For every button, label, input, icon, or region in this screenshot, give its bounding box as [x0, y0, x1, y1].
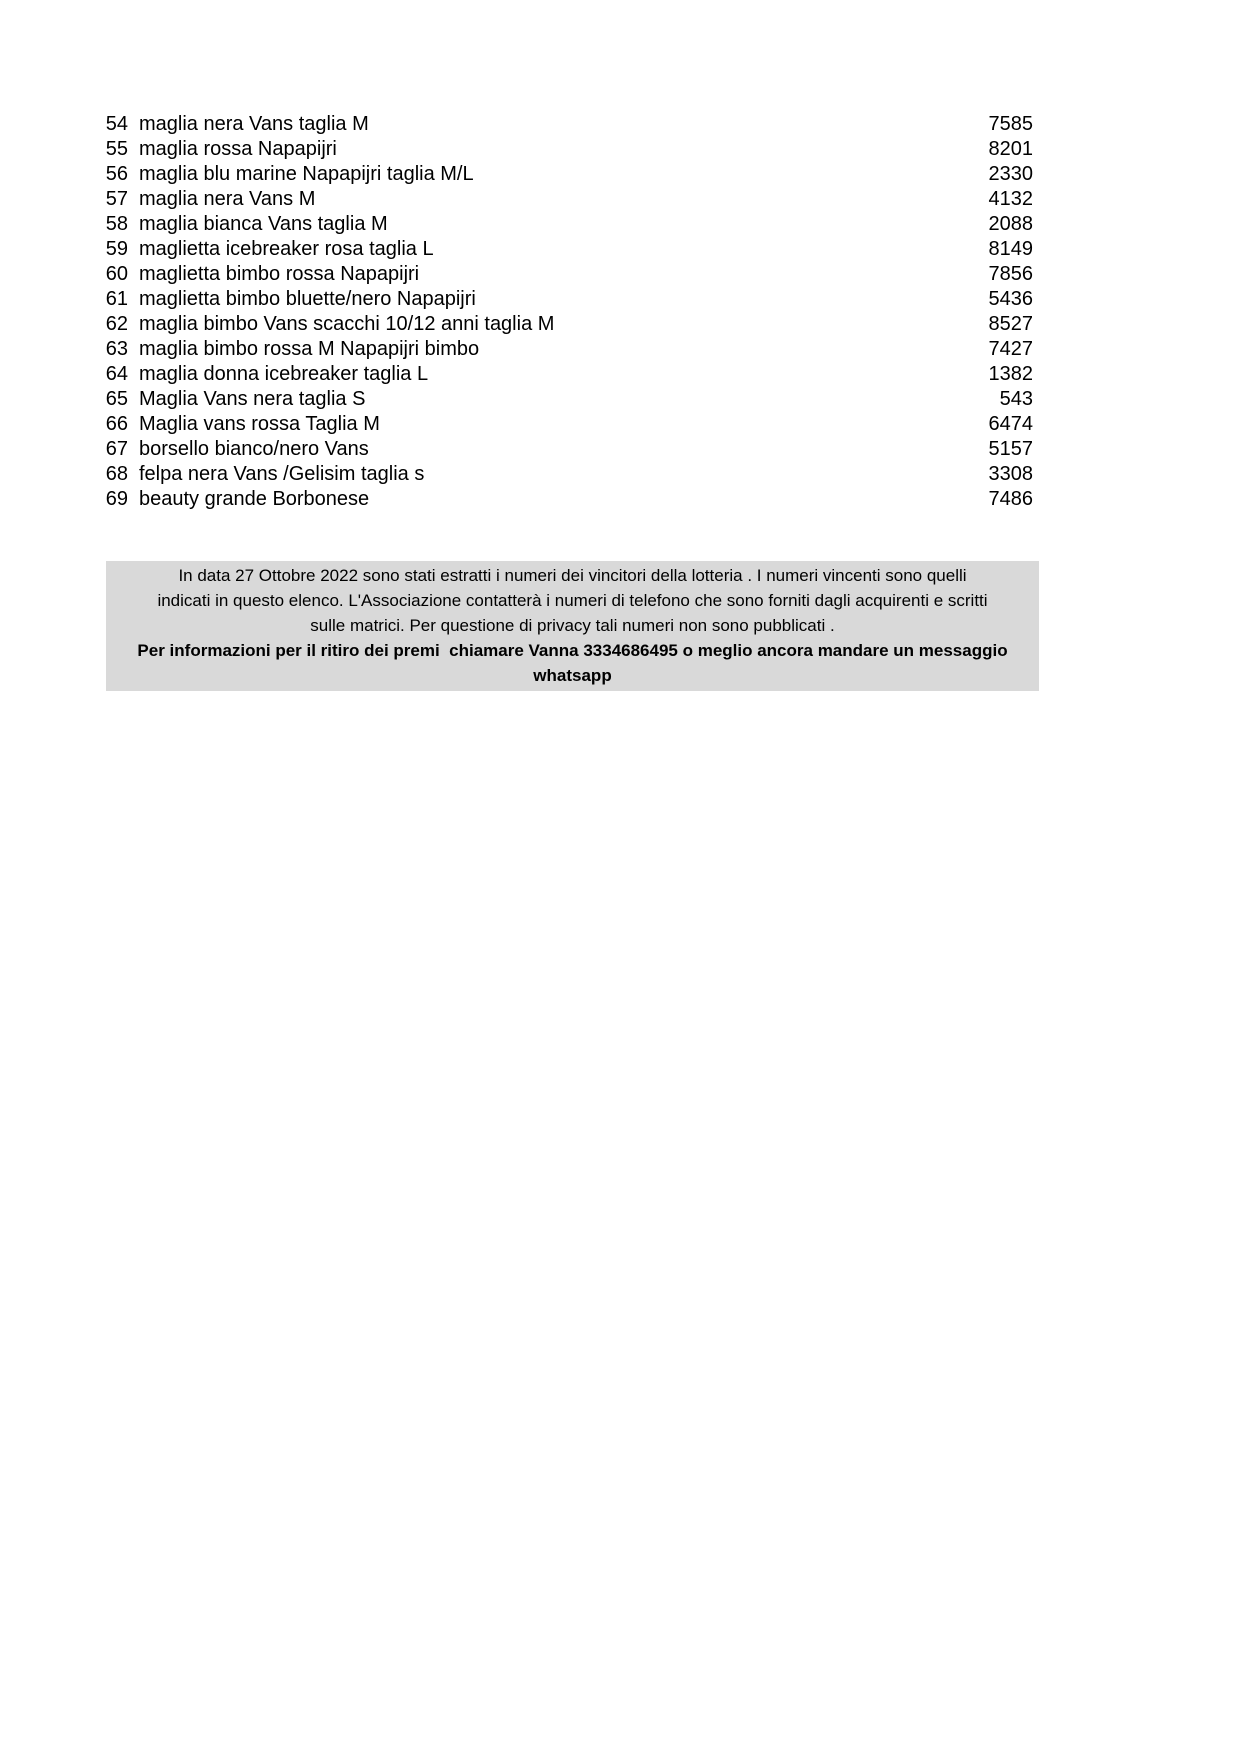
notice-line: whatsapp: [533, 666, 612, 685]
prize-description: maglia nera Vans M: [139, 188, 316, 210]
row-number: 58: [105, 213, 128, 235]
row-number: 63: [105, 338, 128, 360]
row-number: 60: [105, 263, 128, 285]
table-row: [80, 487, 1033, 512]
winning-number: 8149: [988, 238, 1033, 260]
table-row: [80, 312, 1033, 337]
row-number: 57: [105, 188, 128, 210]
winning-number: 2088: [988, 213, 1033, 235]
winning-number: 4132: [988, 188, 1033, 210]
winning-number: 7585: [988, 113, 1033, 135]
notice-line: In data 27 Ottobre 2022 sono stati estratti i numeri dei vincitori della lotteria . I numeri vincenti sono quelli: [178, 566, 967, 585]
prize-description: Maglia Vans nera taglia S: [139, 388, 366, 410]
row-number: 61: [105, 288, 128, 310]
row-number: 69: [105, 488, 128, 510]
winning-number: 3308: [988, 463, 1033, 485]
prize-description: felpa nera Vans /Gelisim taglia s: [139, 463, 425, 485]
notice-box: [106, 561, 1039, 691]
prize-description: Maglia vans rossa Taglia M: [139, 413, 380, 435]
prize-description: borsello bianco/nero Vans: [139, 438, 369, 460]
table-row: [80, 237, 1033, 262]
prize-description: maglia rossa Napapijri: [139, 138, 337, 160]
winning-number: 7427: [988, 338, 1033, 360]
table-row: [80, 137, 1033, 162]
row-number: 55: [105, 138, 128, 160]
table-row: [80, 462, 1033, 487]
table-row: [80, 162, 1033, 187]
prize-description: maglia bimbo rossa M Napapijri bimbo: [139, 338, 480, 360]
row-number: 64: [105, 363, 128, 385]
table-row: [80, 387, 1033, 412]
winning-number: 6474: [988, 413, 1033, 435]
row-number: 62: [105, 313, 128, 335]
prize-description: maglietta bimbo bluette/nero Napapijri: [139, 288, 476, 310]
winning-number: 2330: [988, 163, 1033, 185]
prize-description: maglietta icebreaker rosa taglia L: [139, 238, 434, 260]
prize-description: maglietta bimbo rossa Napapijri: [139, 263, 420, 285]
prize-description: beauty grande Borbonese: [139, 488, 370, 510]
table-row: [80, 262, 1033, 287]
table-row: [80, 212, 1033, 237]
winning-number: 7486: [988, 488, 1033, 510]
row-number: 66: [105, 413, 128, 435]
row-number: 56: [105, 163, 128, 185]
winning-number: 5157: [988, 438, 1033, 460]
row-number: 65: [105, 388, 128, 410]
row-number: 54: [105, 113, 128, 135]
winning-number: 7856: [988, 263, 1033, 285]
winning-number: 1382: [988, 363, 1033, 385]
table-row: [80, 412, 1033, 437]
table-row: [80, 112, 1033, 137]
prize-description: maglia bimbo Vans scacchi 10/12 anni taglia M: [139, 313, 555, 335]
prize-description: maglia nera Vans taglia M: [139, 113, 369, 135]
winning-number: 5436: [988, 288, 1033, 310]
row-number: 67: [105, 438, 128, 460]
notice-line: indicati in questo elenco. L'Associazione contatterà i numeri di telefono che sono forniti dagli acquirenti e scritti: [157, 591, 988, 610]
table-row: [80, 337, 1033, 362]
table-row: [80, 287, 1033, 312]
row-number: 59: [105, 238, 128, 260]
winning-number: 8201: [988, 138, 1033, 160]
prize-description: maglia donna icebreaker taglia L: [139, 363, 429, 385]
table-row: [80, 362, 1033, 387]
prize-description: maglia blu marine Napapijri taglia M/L: [139, 163, 474, 185]
notice-line: Per informazioni per il ritiro dei premi chiamare Vanna 3334686495 o meglio ancora mandare un messaggio: [137, 641, 1008, 660]
winning-number: 8527: [988, 313, 1033, 335]
table-row: [80, 437, 1033, 462]
prize-list: [80, 112, 1033, 512]
winning-number: 543: [999, 388, 1033, 410]
prize-description: maglia bianca Vans taglia M: [139, 213, 388, 235]
table-row: [80, 187, 1033, 212]
row-number: 68: [105, 463, 128, 485]
notice-line: sulle matrici. Per questione di privacy tali numeri non sono pubblicati .: [310, 616, 835, 635]
